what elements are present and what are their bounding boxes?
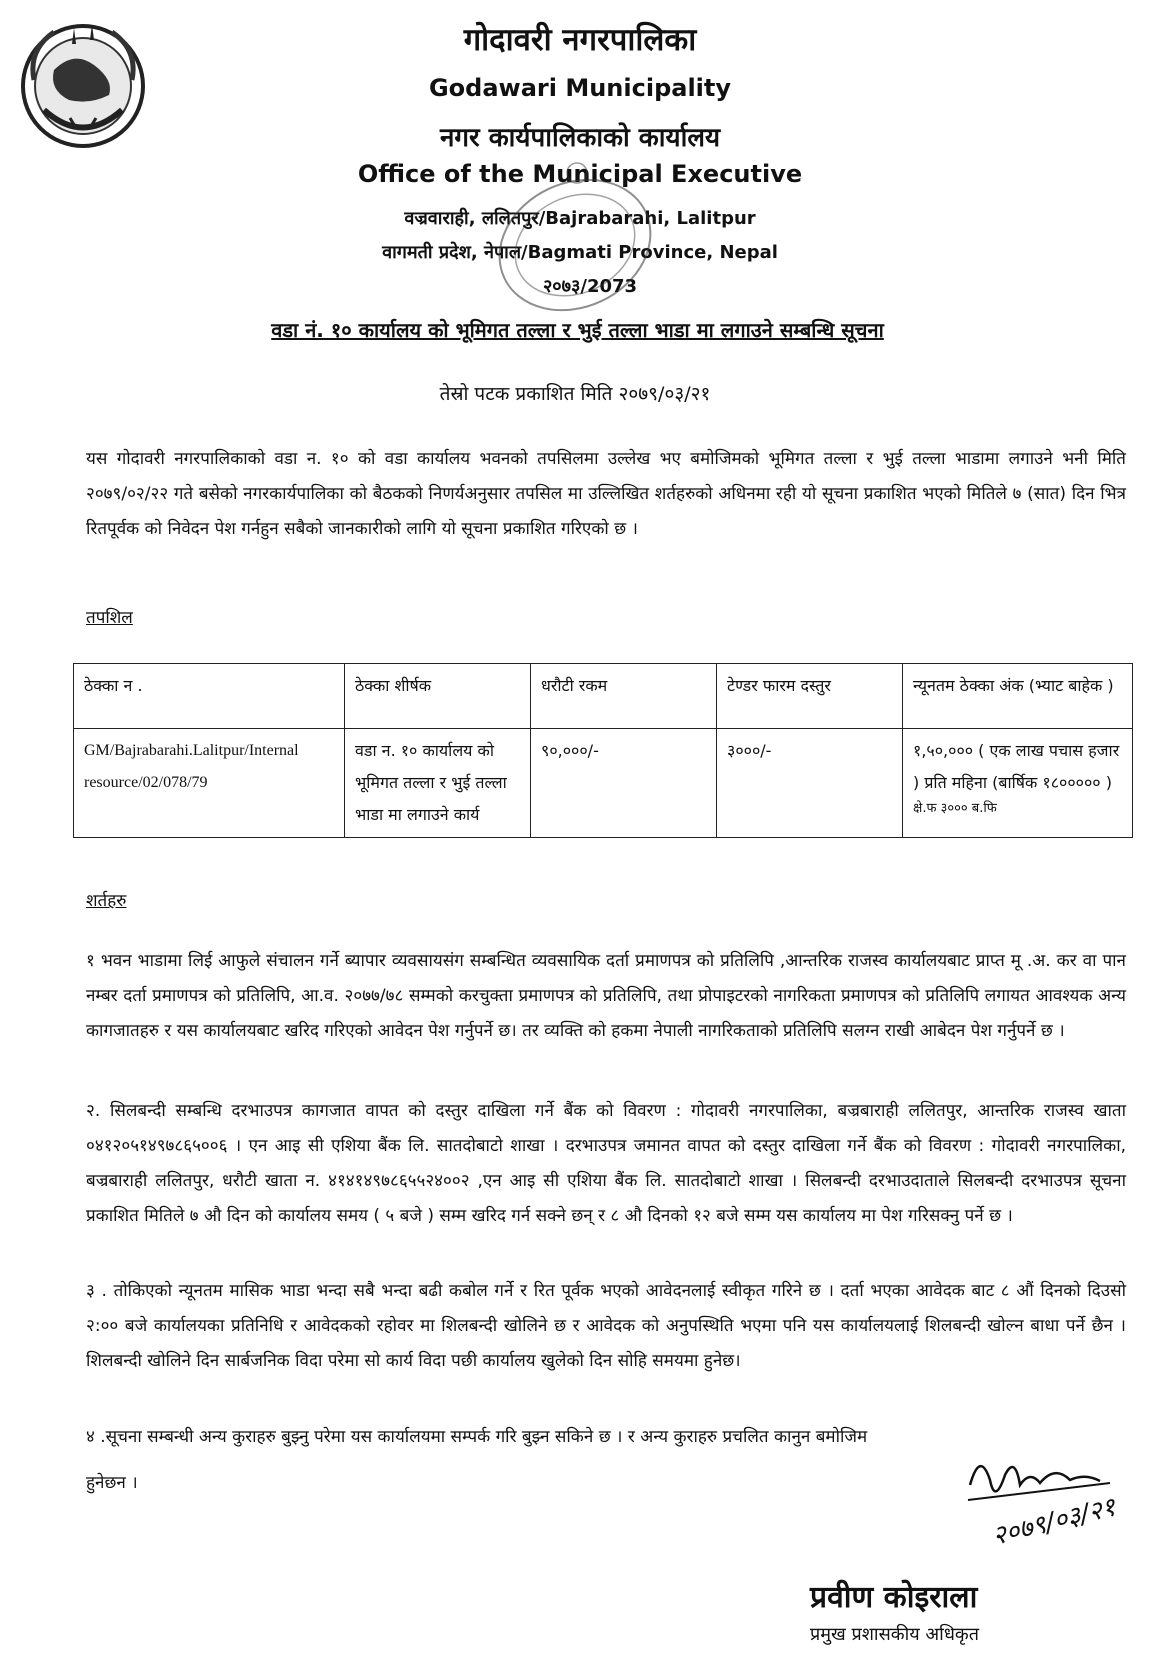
- header-form-fee: टेण्डर फारम दस्तुर: [717, 664, 903, 729]
- municipality-name-english: Godawari Municipality: [428, 74, 732, 102]
- header-title: ठेक्का शीर्षक: [345, 664, 531, 729]
- cell-title: वडा न. १० कार्यालय को भूमिगत तल्ला र भुई तल्ला भाडा मा लगाउने कार्य: [345, 729, 531, 838]
- cell-min-amount: [903, 729, 1133, 838]
- signatory-title: प्रमुख प्रशासकीय अधिकृत: [810, 1624, 979, 1645]
- established-year: २०७३/2073: [542, 276, 638, 297]
- condition-3: ३ . तोकिएको न्यूनतम मासिक भाडा भन्दा सबै भन्दा बढी कबोल गर्ने र रित पूर्वक भएको आवेदनलाई स्वीकृत गरिने छ । दर्ता भएका आवेदक बाट ८ औं दिनको दिउसो २:०० बजे कार्यालयका प्रतिनिधि र आवेदकको रहोवर मा शिलबन्दी खोलिने छ र आवेदक को अनुपस्थिति भएमा पनि यस कार्यालयलाई शिलबन्दी खोल्न बाधा पर्ने छैन । शिलबन्दी खोलिने दिन सार्बजनिक विदा परेमा सो कार्य विदा पछी कार्यालय खुलेको दिन सोहि समयमा हुनेछ।: [86, 1281, 1126, 1371]
- header-contract-no: ठेक्का न .: [74, 664, 345, 729]
- handwritten-signature-icon: [960, 1445, 1160, 1575]
- notice-subject: वडा नं. १० कार्यालय को भूमिगत तल्ला र भुई तल्ला भाडा मा लगाउने सम्बन्धि सूचना: [271, 318, 884, 342]
- min-amount-text: १,५०,००० ( एक लाख पचास हजार ) प्रति महिना (बार्षिक १८००००० ): [913, 741, 1120, 792]
- address-line: वज्रवाराही, ललितपुर/Bajrabarahi, Lalitpur: [404, 208, 756, 229]
- office-name-nepali: नगर कार्यपालिकाको कार्यालय: [439, 123, 721, 153]
- header-min-amount: न्यूनतम ठेक्का अंक (भ्याट बाहेक ): [903, 664, 1133, 729]
- intro-paragraph: यस गोदावरी नगरपालिकाको वडा न. १० को वडा कार्यालय भवनको तपसिलमा उल्लेख भए बमोजिमको भूमिगत तल्ला र भुई तल्ला भाडामा लगाउने भनी मिति २०७९/०२/२२ गते बसेको नगरकार्यपालिका को बैठकको निणर्यअनुसार तपसिल मा उल्लिखित शर्तहरुको अधिनमा रही यो सूचना प्रकाशित भएको मितिले ७ (सात) दिन भित्र रितपूर्वक को निवेदन पेश गर्नहुन सबैको जानकारीको लागि यो सूचना प्रकाशित गरिएको छ ।: [86, 449, 1126, 539]
- table-header-row: [74, 664, 1133, 729]
- office-name-english: Office of the Municipal Executive: [357, 160, 803, 188]
- cell-contract-no: GM/Bajrabarahi.Lalitpur/Internal resource/02/078/79: [74, 729, 345, 838]
- condition-4: ४ .सूचना सम्बन्धी अन्य कुराहरु बुझ्नु परेमा यस कार्यालयमा सम्पर्क गरि बुझ्न सकिने छ । र अन्य कुराहरु प्रचलित कानुन बमोजिम: [86, 1427, 868, 1447]
- tender-table: [73, 663, 1133, 838]
- cell-deposit: ९०,०००/-: [531, 729, 717, 838]
- condition-2: २. सिलबन्दी सम्बन्धि दरभाउपत्र कागजात वापत को दस्तुर दाखिला गर्ने बैंक को विवरण : गोदावरी नगरपालिका, बज्रबाराही ललितपुर, आन्तरिक राजस्व खाता ०४१२०५१४९७८६५००६ । एन आइ सी एशिया बैंक लि. सातदोबाटो शाखा । दरभाउपत्र जमानत वापत को दस्तुर दाखिला गर्ने बैंक को विवरण : गोदावरी नगरपालिका, बज्रबाराही ललितपुर, धरौटी खाता न. ४१४१४९७८६५५२४००२ ,एन आइ सी एशिया बैंक लि. सातदोबाटो शाखा । सिलबन्दी दरभाउदाताले सिलबन्दी दरभाउपत्र सूचना प्रकाशित मितिले ७ औ दिन को कार्यालय समय ( ५ बजे ) सम्म खरिद गर्न सक्ने छन् र ८ औ दिनको १२ बजे सम्म यस कार्यालय मा पेश गरिसक्नु पर्ने छ ।: [86, 1101, 1126, 1226]
- province-line: वागमती प्रदेश, नेपाल/Bagmati Province, Nepal: [382, 242, 778, 263]
- signatory-name: प्रवीण कोइराला: [810, 1580, 978, 1615]
- cell-form-fee: ३०००/-: [717, 729, 903, 838]
- office-stamp-icon: [455, 145, 695, 345]
- tapshil-heading: तपशिल: [86, 608, 133, 628]
- area-text: क्षे.फ ३००० ब.फि: [913, 801, 997, 816]
- conditions-heading: शर्तहरु: [86, 891, 127, 911]
- nepal-emblem-icon: [14, 10, 152, 152]
- svg-text:२०७९/०३/२१: २०७९/०३/२१: [989, 1492, 1119, 1552]
- table-row: [74, 729, 1133, 838]
- municipality-name-nepali: गोदावरी नगरपालिका: [463, 22, 697, 58]
- header-deposit: धरौटी रकम: [531, 664, 717, 729]
- publish-date-line: तेस्रो पटक प्रकाशित मिति २०७९/०३/२१: [439, 383, 711, 405]
- condition-1: १ भवन भाडामा लिई आफुले संचालन गर्ने ब्यापार व्यवसायसंग सम्बन्धित व्यवसायिक दर्ता प्रमाणपत्र को प्रतिलिपि ,आन्तरिक राजस्व कार्यालयबाट प्राप्त मू .अ. कर वा पान नम्बर दर्ता प्रमाणपत्र को प्रतिलिपि, आ.व. २०७७/७८ सम्मको करचुक्ता प्रमाणपत्र को प्रतिलिपि, तथा प्रोपाइटरको नागरिकता प्रमाणपत्र को प्रतिलिपि लगायत आवश्यक अन्य कागजातहरु र यस कार्यालयबाट खरिद गरिएको आवेदन पेश गर्नुपर्ने छ। तर व्यक्ति को हकमा नेपाली नागरिकताको प्रतिलिपि सलग्न राखी आबेदन पेश गर्नुपर्ने छ ।: [86, 951, 1126, 1041]
- condition-4-end: हुनेछन ।: [86, 1473, 138, 1493]
